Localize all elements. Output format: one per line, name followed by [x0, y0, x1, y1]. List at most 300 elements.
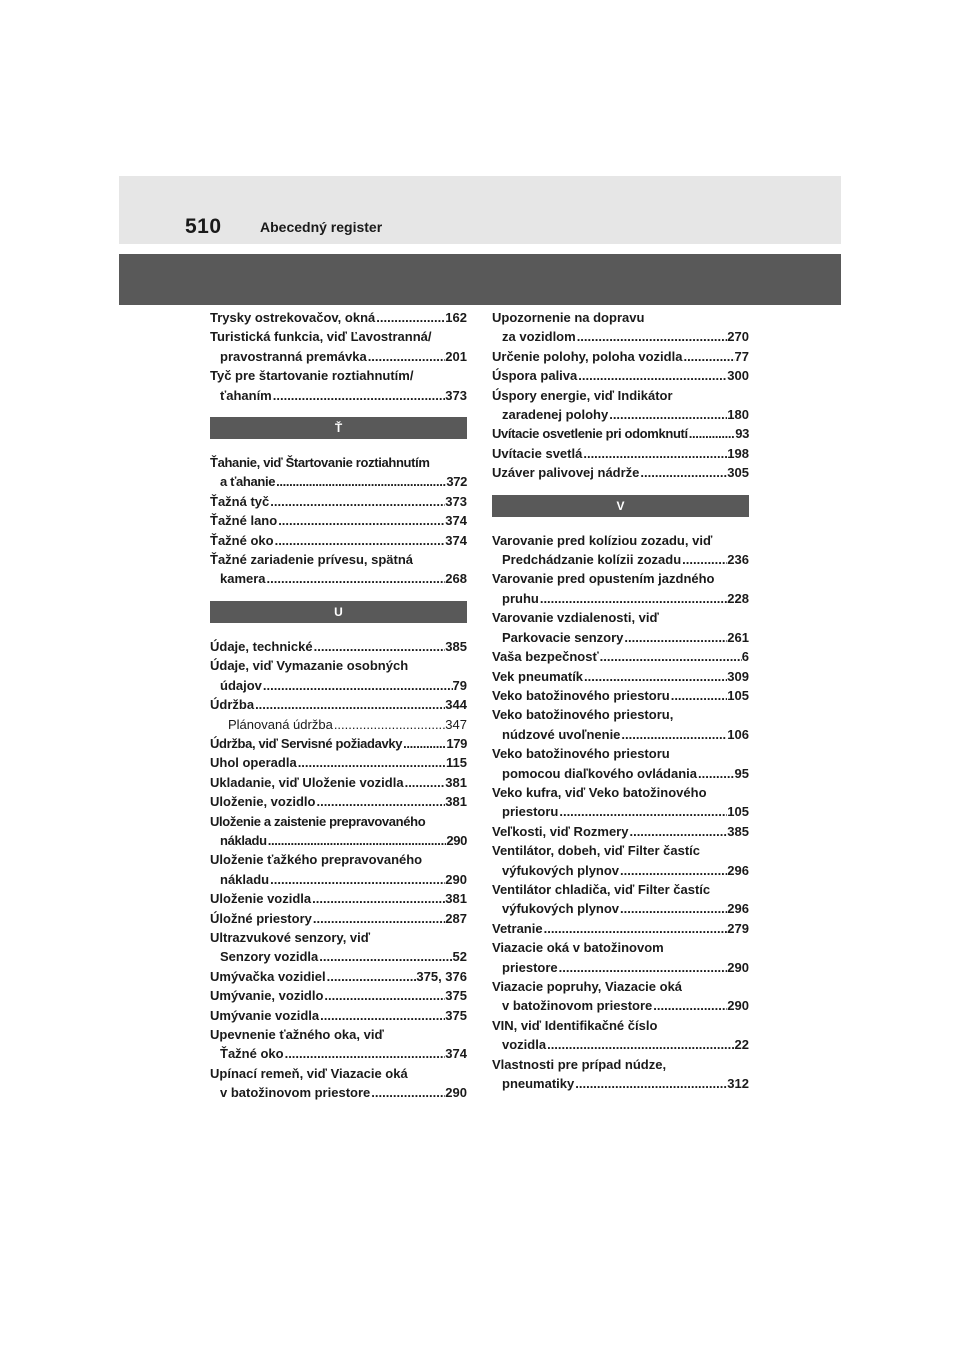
- index-entry: [492, 880, 749, 919]
- entry-line: [210, 550, 467, 569]
- entry-line: [492, 647, 749, 666]
- entry-line: [210, 453, 467, 472]
- dot-leader: [558, 958, 728, 977]
- index-column-right: [492, 308, 749, 1093]
- entry-line: [492, 744, 749, 763]
- dot-leader: [333, 715, 445, 734]
- dot-leader: [574, 1074, 727, 1093]
- index-entry: [210, 327, 467, 366]
- entry-text: Údaje, viď Vymazanie osobných: [210, 658, 409, 674]
- entry-line: [492, 628, 749, 647]
- index-entry: [210, 792, 467, 811]
- index-entry: [210, 531, 467, 550]
- entry-text: Veko batožinového priestoru: [492, 746, 670, 762]
- entry-text: Ultrazvukové senzory, viď: [210, 929, 371, 945]
- dot-leader: [312, 909, 445, 928]
- page-reference: 385: [445, 638, 467, 654]
- entry-text: Vetranie: [492, 920, 543, 936]
- index-entry: [210, 492, 467, 511]
- dot-leader: [623, 628, 727, 647]
- dot-leader: [608, 405, 727, 424]
- entry-line: [210, 1025, 467, 1044]
- entry-text: Uloženie vozidla: [210, 891, 312, 907]
- index-entry: [492, 569, 749, 608]
- entry-text: Ťažné lano: [210, 513, 278, 529]
- index-entry: [492, 977, 749, 1016]
- index-entry: [492, 647, 749, 666]
- entry-line: [210, 889, 467, 908]
- entry-line: [492, 822, 749, 841]
- entry-line: [492, 667, 749, 686]
- entry-text: Uloženie ťažkého prepravovaného: [210, 852, 423, 868]
- page-reference: 375: [445, 1007, 467, 1023]
- page-reference: 180: [727, 407, 749, 423]
- entry-line: [492, 705, 749, 724]
- entry-text: Uvítacie osvetlenie pri odomknutí: [492, 426, 688, 442]
- entry-text: Upevnenie ťažného oka, viď: [210, 1027, 384, 1042]
- index-entry: [492, 938, 749, 977]
- page-reference: 290: [445, 1085, 467, 1101]
- page-reference: 287: [445, 910, 467, 926]
- dot-leader: [315, 792, 445, 811]
- index-entry: [492, 1016, 749, 1055]
- page-reference: 373: [445, 493, 467, 509]
- entry-text: kamera: [220, 571, 266, 587]
- page-reference: 95: [734, 765, 749, 781]
- entry-line: [492, 899, 749, 918]
- page-reference: 296: [727, 862, 749, 878]
- entry-line: [492, 880, 749, 899]
- entry-line: [210, 753, 467, 772]
- entry-line: [210, 492, 467, 511]
- entry-line: [210, 947, 467, 966]
- dot-leader: [269, 492, 445, 511]
- entry-text: Uvítacie svetlá: [492, 445, 583, 461]
- entry-text: Senzory vozidla: [220, 949, 319, 965]
- index-entry: [210, 773, 467, 792]
- entry-text: Varovanie vzdialenosti, viď: [492, 610, 659, 626]
- index-entry: [492, 705, 749, 744]
- index-entry: [210, 967, 467, 986]
- entry-text: nákladu: [220, 832, 267, 848]
- entry-text: Viazacie popruhy, Viazacie oká: [492, 979, 683, 994]
- entry-line: [492, 1074, 749, 1093]
- entry-line: [210, 511, 467, 530]
- dot-leader: [543, 919, 728, 938]
- page-header: [119, 176, 841, 244]
- index-entry: [210, 550, 467, 589]
- entry-line: [492, 1055, 749, 1074]
- header-banner: [119, 254, 841, 305]
- index-entry: [492, 347, 749, 366]
- page-reference: 290: [727, 959, 749, 975]
- dot-leader: [582, 444, 727, 463]
- entry-text: Upínací remeň, viď Viazacie oká: [210, 1065, 408, 1081]
- dot-leader: [254, 695, 445, 714]
- entry-line: [492, 386, 749, 405]
- page-reference: 105: [727, 804, 749, 820]
- entry-line: [210, 715, 467, 734]
- entry-line: [492, 1016, 749, 1035]
- entry-line: [492, 444, 749, 463]
- dot-leader: [682, 347, 734, 366]
- entry-line: [492, 463, 749, 482]
- index-entry: [210, 656, 467, 695]
- entry-line: [492, 725, 749, 744]
- entry-line: [492, 783, 749, 802]
- entry-text: Uloženie a zaistenie prepravovaného: [210, 813, 426, 829]
- entry-line: [210, 472, 467, 491]
- index-entry: [210, 986, 467, 1005]
- entry-line: [210, 676, 467, 695]
- entry-line: [492, 919, 749, 938]
- entry-text: Plánovaná údržba: [228, 716, 333, 732]
- entry-text: Úspory energie, viď Indikátor: [492, 387, 673, 403]
- entry-text: Uloženie, vozidlo: [210, 794, 316, 810]
- entry-line: [210, 656, 467, 675]
- index-entry: [492, 667, 749, 686]
- dot-leader: [402, 734, 446, 753]
- page-reference: 279: [727, 920, 749, 936]
- entry-text: v batožinovom priestore: [220, 1085, 371, 1101]
- entry-text: Umývanie, vozidlo: [210, 988, 324, 1004]
- dot-leader: [318, 947, 452, 966]
- dot-leader: [404, 773, 446, 792]
- page-reference: 374: [445, 1046, 467, 1062]
- dot-leader: [272, 386, 446, 405]
- entry-text: nákladu: [220, 871, 270, 887]
- entry-text: Upozornenie na dopravu: [492, 310, 645, 325]
- entry-text: Veko batožinového priestoru,: [492, 707, 674, 723]
- entry-line: [210, 1006, 467, 1025]
- dot-leader: [375, 308, 445, 327]
- index-entry: [210, 753, 467, 772]
- index-entry: [210, 695, 467, 714]
- page-reference: 198: [727, 445, 749, 461]
- dot-leader: [539, 589, 727, 608]
- entry-line: [492, 977, 749, 996]
- page-reference: 300: [727, 368, 749, 384]
- page-reference: 270: [727, 329, 749, 345]
- index-entry: [210, 511, 467, 530]
- entry-text: Varovanie pred opustením jazdného: [492, 571, 715, 587]
- entry-text: Ventilátor chladiča, viď Filter častíc: [492, 881, 711, 897]
- entry-line: [492, 861, 749, 880]
- page-reference: 201: [445, 348, 467, 364]
- entry-text: Ťahanie, viď Štartovanie roztiahnutím: [210, 455, 430, 471]
- page-reference: 6: [741, 649, 749, 665]
- entry-line: [492, 308, 749, 327]
- entry-line: [210, 1044, 467, 1063]
- index-entry: [492, 366, 749, 385]
- dot-leader: [576, 327, 728, 346]
- section-letter-heading: Ť: [210, 417, 467, 439]
- entry-text: Viazacie oká v batožinovom: [492, 940, 664, 956]
- index-entry: [210, 909, 467, 928]
- page-reference: 179: [446, 735, 467, 751]
- entry-text: v batožinovom priestore: [502, 998, 653, 1014]
- entry-text: Ťažná tyč: [210, 493, 270, 509]
- index-entry: [210, 366, 467, 405]
- dot-leader: [297, 753, 446, 772]
- index-entry: [492, 308, 749, 347]
- index-entry: [492, 744, 749, 783]
- entry-text: za vozidlom: [502, 329, 576, 345]
- dot-leader: [284, 1044, 446, 1063]
- entry-text: Umývanie vozidla: [210, 1007, 320, 1023]
- index-entry: [210, 453, 467, 492]
- dot-leader: [577, 366, 727, 385]
- entry-text: pruhu: [502, 590, 539, 606]
- dot-leader: [628, 822, 727, 841]
- entry-line: [210, 1064, 467, 1083]
- dot-leader: [652, 996, 727, 1015]
- page-reference: 381: [445, 774, 467, 790]
- index-entry: [210, 812, 467, 851]
- dot-leader: [275, 472, 446, 491]
- entry-text: a ťahanie: [220, 474, 276, 490]
- dot-leader: [266, 569, 446, 588]
- entry-line: [492, 958, 749, 977]
- index-entry: [492, 386, 749, 425]
- entry-line: [492, 366, 749, 385]
- entry-text: Veko batožinového priestoru: [492, 687, 670, 703]
- entry-text: Určenie polohy, poloha vozidla: [492, 348, 683, 364]
- page-reference: 347: [445, 716, 467, 732]
- dot-leader: [311, 889, 445, 908]
- page-reference: 372: [446, 474, 467, 490]
- entry-line: [492, 424, 749, 443]
- index-entry: [210, 928, 467, 967]
- dot-leader: [370, 1083, 445, 1102]
- page-reference: 305: [727, 465, 749, 481]
- page-reference: 93: [735, 426, 749, 442]
- entry-text: Varovanie pred kolíziou zozadu, viď: [492, 532, 713, 548]
- entry-text: Vek pneumatík: [492, 668, 584, 684]
- index-entry: [492, 444, 749, 463]
- page-reference: 236: [727, 552, 749, 568]
- entry-line: [492, 569, 749, 588]
- entry-line: [492, 550, 749, 569]
- entry-line: [492, 938, 749, 957]
- page-reference: 344: [445, 697, 467, 713]
- entry-text: Ťažné oko: [210, 532, 274, 548]
- entry-text: priestoru: [502, 804, 559, 820]
- entry-line: [210, 347, 467, 366]
- index-entry: [492, 783, 749, 822]
- entry-text: Turistická funkcia, viď Ľavostranná/: [210, 329, 432, 345]
- entry-line: [210, 366, 467, 385]
- page-reference: 381: [445, 794, 467, 810]
- entry-line: [492, 608, 749, 627]
- index-entry: [492, 822, 749, 841]
- page-reference: 105: [727, 687, 749, 703]
- entry-text: Uhol operadla: [210, 755, 297, 771]
- entry-line: [210, 831, 467, 850]
- index-entry: [210, 850, 467, 889]
- entry-line: [492, 405, 749, 424]
- entry-text: Tyč pre štartovanie roztiahnutím/: [210, 368, 414, 384]
- entry-line: [210, 850, 467, 869]
- section-letter-heading: U: [210, 601, 467, 623]
- entry-line: [210, 734, 467, 753]
- page-reference: 77: [734, 348, 749, 364]
- entry-line: [492, 802, 749, 821]
- entry-text: Ťažné oko: [220, 1046, 284, 1062]
- entry-line: [492, 764, 749, 783]
- entry-line: [210, 637, 467, 656]
- entry-line: [210, 773, 467, 792]
- dot-leader: [269, 870, 445, 889]
- page-reference: 375: [445, 988, 467, 1004]
- entry-text: Úspora paliva: [492, 368, 578, 384]
- page-reference: 290: [445, 871, 467, 887]
- index-entry: [210, 1064, 467, 1103]
- entry-line: [210, 967, 467, 986]
- page-reference: 296: [727, 901, 749, 917]
- dot-leader: [697, 764, 735, 783]
- page-reference: 79: [452, 677, 467, 693]
- entry-text: Ukladanie, viď Uloženie vozidla: [210, 774, 404, 790]
- entry-text: núdzové uvoľnenie: [502, 726, 621, 742]
- entry-line: [492, 589, 749, 608]
- page-reference: 162: [445, 310, 467, 325]
- entry-line: [210, 870, 467, 889]
- entry-text: Umývačka vozidiel: [210, 968, 326, 984]
- page-reference: 52: [452, 949, 467, 965]
- index-entry: [492, 424, 749, 443]
- index-entry: [210, 889, 467, 908]
- entry-text: pomocou diaľkového ovládania: [502, 765, 697, 781]
- page-reference: 290: [446, 832, 467, 848]
- entry-text: Veko kufra, viď Veko batožinového: [492, 784, 707, 800]
- page-reference: 228: [727, 590, 749, 606]
- dot-leader: [367, 347, 446, 366]
- entry-text: Údržba, viď Servisné požiadavky: [210, 735, 403, 751]
- page-reference: 309: [727, 668, 749, 684]
- entry-text: Ventilátor, dobeh, viď Filter častíc: [492, 843, 701, 859]
- entry-text: vozidla: [502, 1037, 547, 1053]
- page-reference: 374: [445, 513, 467, 529]
- entry-text: Údržba: [210, 697, 255, 713]
- entry-text: výfukových plynov: [502, 901, 620, 917]
- dot-leader: [681, 550, 727, 569]
- entry-text: údajov: [220, 677, 262, 693]
- entry-line: [492, 841, 749, 860]
- page-reference: 22: [734, 1037, 749, 1053]
- dot-leader: [619, 899, 727, 918]
- index-subentry: [210, 715, 467, 734]
- entry-line: [210, 986, 467, 1005]
- entry-text: Ťažné zariadenie prívesu, spätná: [210, 552, 414, 568]
- index-column-left: [210, 308, 467, 1103]
- page-number: 510: [185, 215, 222, 238]
- entry-text: pravostranná premávka: [220, 348, 367, 364]
- entry-line: [210, 1083, 467, 1102]
- index-entry: [492, 608, 749, 647]
- dot-leader: [620, 725, 727, 744]
- entry-line: [210, 695, 467, 714]
- entry-line: [210, 308, 467, 327]
- entry-line: [210, 928, 467, 947]
- dot-leader: [313, 637, 446, 656]
- page-reference: 261: [727, 629, 749, 645]
- index-entry: [492, 1055, 749, 1094]
- dot-leader: [262, 676, 453, 695]
- entry-text: pneumatiky: [502, 1076, 575, 1092]
- dot-leader: [319, 1006, 445, 1025]
- page-reference: 106: [727, 726, 749, 742]
- dot-leader: [639, 463, 727, 482]
- index-entry: [492, 841, 749, 880]
- page-reference: 375, 376: [416, 968, 467, 984]
- entry-line: [210, 569, 467, 588]
- entry-text: Údaje, technické: [210, 638, 313, 654]
- index-entry: [210, 1006, 467, 1025]
- index-entry: [210, 1025, 467, 1064]
- entry-text: Predchádzanie kolízii zozadu: [502, 552, 682, 568]
- entry-text: výfukových plynov: [502, 862, 620, 878]
- dot-leader: [599, 647, 742, 666]
- index-entry: [492, 463, 749, 482]
- page-title: Abecedný register: [260, 219, 383, 235]
- page-reference: 290: [727, 998, 749, 1014]
- page-reference: 385: [727, 823, 749, 839]
- dot-leader: [267, 831, 447, 850]
- entry-text: Veľkosti, viď Rozmery: [492, 823, 629, 839]
- entry-line: [492, 531, 749, 550]
- entry-text: Úložné priestory: [210, 910, 312, 926]
- entry-line: [492, 1035, 749, 1054]
- section-letter-heading: V: [492, 495, 749, 517]
- dot-leader: [688, 424, 735, 443]
- entry-text: Uzáver palivovej nádrže: [492, 465, 640, 481]
- page-reference: 373: [445, 387, 467, 403]
- entry-text: Vaša bezpečnosť: [492, 649, 599, 665]
- index-entry: [492, 919, 749, 938]
- index-entry: [492, 686, 749, 705]
- dot-leader: [546, 1035, 734, 1054]
- entry-text: ťahaním: [220, 387, 272, 403]
- dot-leader: [558, 802, 727, 821]
- page-reference: 115: [446, 755, 467, 771]
- page-reference: 268: [445, 571, 467, 587]
- page-reference: 312: [727, 1076, 749, 1092]
- entry-line: [210, 386, 467, 405]
- entry-line: [492, 686, 749, 705]
- entry-line: [210, 327, 467, 346]
- entry-line: [210, 909, 467, 928]
- entry-line: [210, 792, 467, 811]
- index-entry: [210, 308, 467, 327]
- page-reference: 381: [445, 891, 467, 907]
- dot-leader: [670, 686, 728, 705]
- index-entry: [210, 734, 467, 753]
- entry-text: zaradenej polohy: [502, 407, 609, 423]
- page-reference: 374: [445, 532, 467, 548]
- entry-text: Vlastnosti pre prípad núdze,: [492, 1056, 667, 1072]
- dot-leader: [583, 667, 727, 686]
- dot-leader: [326, 967, 417, 986]
- entry-line: [492, 347, 749, 366]
- dot-leader: [323, 986, 445, 1005]
- dot-leader: [619, 861, 727, 880]
- entry-line: [210, 812, 467, 831]
- index-entry: [210, 637, 467, 656]
- entry-text: Parkovacie senzory: [502, 629, 624, 645]
- entry-line: [210, 531, 467, 550]
- entry-text: Trysky ostrekovačov, okná: [210, 310, 376, 325]
